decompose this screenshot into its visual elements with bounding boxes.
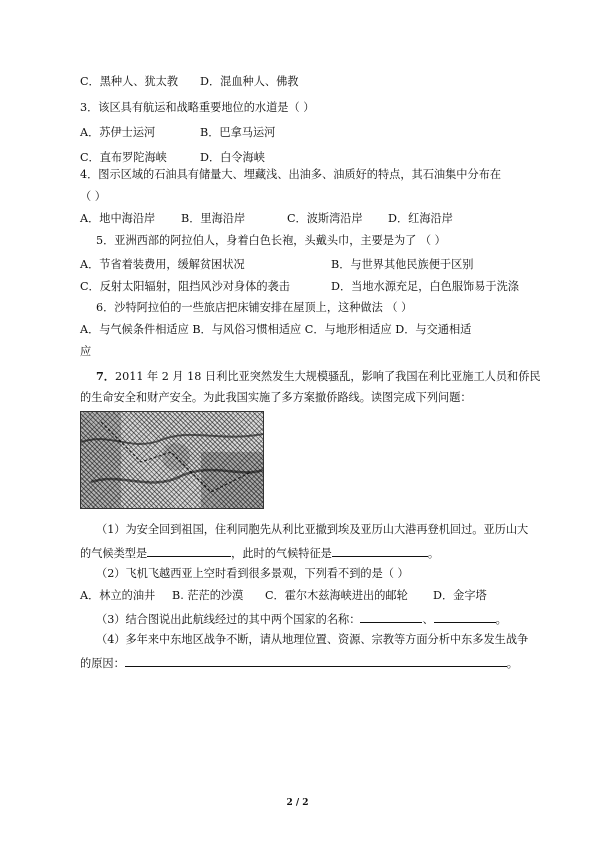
q7-s3-text-b: 、 bbox=[422, 613, 434, 626]
q7-s2-option-a: A．林立的油井 bbox=[80, 589, 156, 602]
q2-option-d: D．混血种人、佛教 bbox=[200, 75, 299, 88]
q7-s3-line bbox=[96, 611, 507, 627]
q6-options-line: A．与气候条件相适应 B．与风俗习惯相适应 C．与地形相适应 D．与交通相适 bbox=[80, 323, 472, 336]
q7-s4-text-a: 的原因： bbox=[80, 657, 125, 670]
q7-climate-feature-blank[interactable] bbox=[332, 545, 428, 557]
q7-intro-line2: 的生命安全和财产安全。为此我国实施了多方案撤侨路线。读图完成下列问题： bbox=[80, 391, 472, 404]
q7-s1-line2 bbox=[80, 545, 439, 561]
q5-option-c: C．反射太阳辐射，阻挡风沙对身体的袭击 bbox=[80, 280, 290, 293]
q3-option-c: C．直布罗陀海峡 bbox=[80, 151, 167, 164]
q7-intro-line1 bbox=[96, 369, 541, 384]
route-map-image bbox=[80, 411, 264, 509]
q7-s2-stem: （2）飞机飞越西亚上空时看到很多景观，下列看不到的是（ ） bbox=[96, 567, 409, 580]
q7-s1-line1: （1）为安全回到祖国，住利同胞先从利比亚撤到埃及亚历山大港再登机回过。亚历山大 bbox=[96, 523, 529, 536]
q7-country2-blank[interactable] bbox=[434, 611, 496, 623]
q7-s1-text-b: ，此时的气候特征是 bbox=[231, 547, 332, 560]
q7-intro-text: 2011 年 2 月 18 日利比亚突然发生大规模骚乱，影响了我国在利比亚施工人员和侨民 bbox=[114, 370, 541, 383]
q7-s2-option-d: D．金字塔 bbox=[433, 589, 487, 602]
q7-s4-line2 bbox=[80, 655, 518, 671]
q7-s3-text-a: （3）结合图说出此航线经过的其中两个国家的名称： bbox=[96, 613, 361, 626]
q3-option-b: B．巴拿马运河 bbox=[200, 126, 276, 139]
q7-number: 7． bbox=[96, 369, 115, 383]
q7-s2-option-c: C．霍尔木兹海峡进出的邮轮 bbox=[265, 589, 408, 602]
q7-s3-text-c: 。 bbox=[495, 613, 507, 626]
q3-option-a: A．苏伊士运河 bbox=[80, 126, 156, 139]
q2-option-c: C．黑种人、犹太教 bbox=[80, 75, 179, 88]
q7-country1-blank[interactable] bbox=[360, 611, 422, 623]
q7-s1-text-c: 。 bbox=[427, 547, 440, 560]
q5-option-b: B．与世界其他民族便于区别 bbox=[331, 258, 474, 271]
q3-option-d: D．白令海峡 bbox=[200, 151, 265, 164]
q3-stem: 3．该区具有航运和战略重要地位的水道是（ ） bbox=[80, 101, 315, 114]
q4-option-d: D．红海沿岸 bbox=[388, 212, 453, 225]
q6-options-wrap: 应 bbox=[80, 345, 92, 358]
q4-stem-line1: 4．图示区域的石油具有储量大、埋藏浅、出油多、油质好的特点，其石油集中分布在 bbox=[80, 168, 502, 181]
q4-stem-line2: （ ） bbox=[80, 190, 106, 203]
q7-war-reason-blank[interactable] bbox=[125, 655, 507, 667]
q7-s4-line1: （4）多年来中东地区战争不断，请从地理位置、资源、宗教等方面分析中东多发生战争 bbox=[96, 633, 529, 646]
q6-stem: 6．沙特阿拉伯的一些旅店把床铺安排在屋顶上，这种做法 （ ） bbox=[96, 301, 413, 314]
q5-option-d: D．当地水源充足，白色服饰易于洗涤 bbox=[331, 280, 519, 293]
page-number: 2 / 2 bbox=[286, 798, 309, 808]
q4-option-a: A．地中海沿岸 bbox=[80, 212, 156, 225]
q5-stem: 5．亚洲西部的阿拉伯人，身着白色长袍，头戴头巾，主要是为了 （ ） bbox=[96, 234, 446, 247]
q4-option-c: C．波斯湾沿岸 bbox=[287, 212, 363, 225]
q4-option-b: B．里海沿岸 bbox=[181, 212, 246, 225]
q7-s1-text-a: 的气候类型是 bbox=[80, 547, 148, 560]
q7-s4-text-b: 。 bbox=[506, 657, 518, 670]
q5-option-a: A．节省着装费用，缓解贫困状况 bbox=[80, 258, 245, 271]
q7-s2-option-b: B. 茫茫的沙漠 bbox=[172, 589, 244, 602]
q7-climate-type-blank[interactable] bbox=[147, 545, 231, 557]
